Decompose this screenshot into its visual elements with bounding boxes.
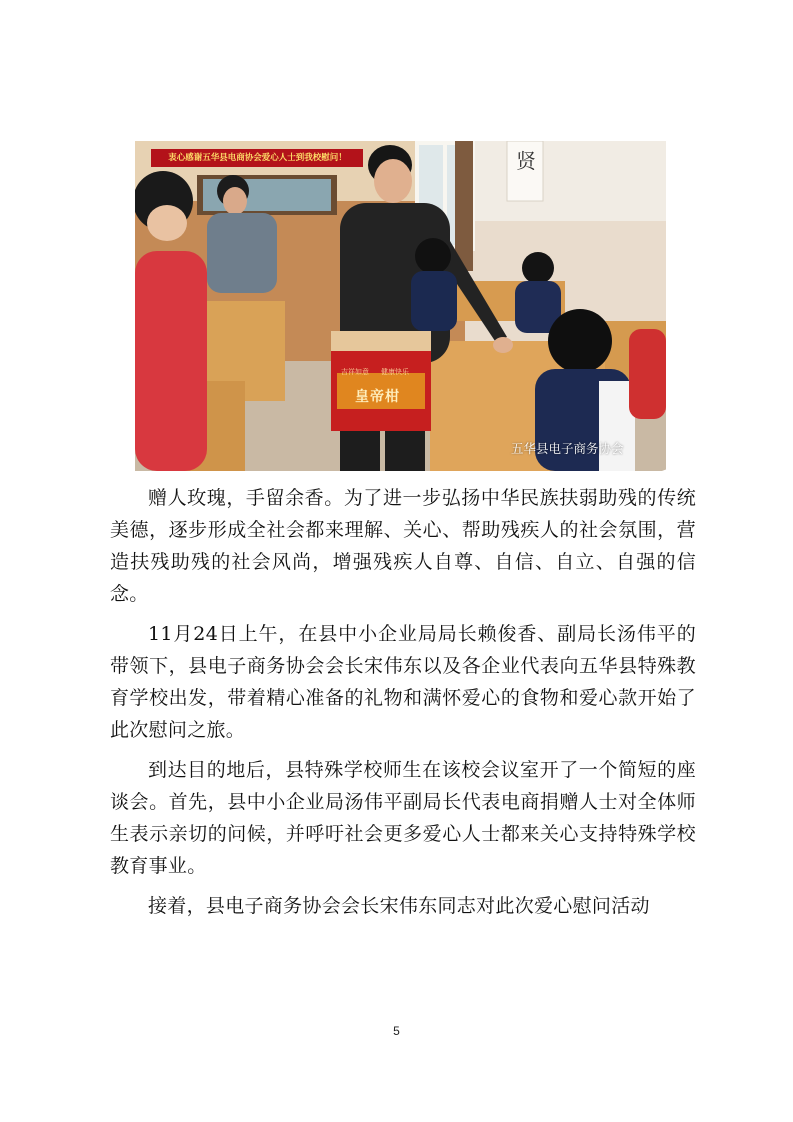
paragraph: 11月24日上午，在县中小企业局局长赖俊香、副局长汤伟平的带领下，县电子商务协会会长宋伟东以及各企业代表向五华县特殊教育学校出发，带着精心准备的礼物和满怀爱心的食物和爱心款开始了此次慰问之旅。 <box>110 623 696 741</box>
photo-illustration <box>135 141 666 471</box>
paragraph: 赠人玫瑰，手留余香。为了进一步弘扬中华民族扶弱助残的传统美德，逐步形成全社会都来理解、关心、帮助残疾人的社会氛围，营造扶残助残的社会风尚，增强残疾人自尊、自信、自立、自强的信念。 <box>110 487 696 605</box>
paragraph: 到达目的地后，县特殊学校师生在该校会议室开了一个简短的座谈会。首先，县中小企业局汤伟平副局长代表电商捐赠人士对全体师生表示亲切的问候，并呼吁社会更多爱心人士都来关心支持特殊学校教育事业。 <box>110 759 696 877</box>
event-photo <box>135 141 666 471</box>
banner-text: 衷心感谢五华县电商协会爱心人士到我校慰问！ <box>168 153 347 163</box>
gift-box-label-left: 吉祥如意 <box>341 368 369 376</box>
article-body <box>110 482 696 930</box>
page-number: 5 <box>393 1024 400 1038</box>
gift-box-brand: 皇帝柑 <box>355 389 400 405</box>
wall-calligraphy: 贤 <box>516 149 536 173</box>
watermark <box>511 439 624 457</box>
paragraph: 接着，县电子商务协会会长宋伟东同志对此次爱心慰问活动 <box>148 895 650 917</box>
watermark-text: 五华县电子商务协会 <box>511 441 624 456</box>
gift-box-label-right: 健康快乐 <box>381 368 409 376</box>
wechat-icon <box>511 439 666 471</box>
